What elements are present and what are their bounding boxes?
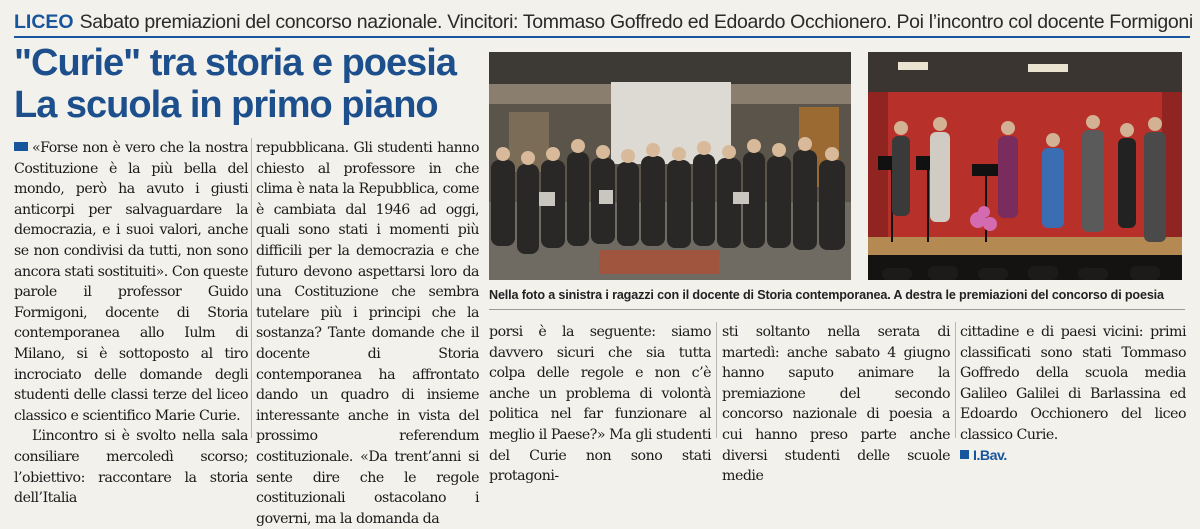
photo-poetry-awards bbox=[868, 52, 1182, 280]
photo-students bbox=[489, 52, 851, 280]
byline bbox=[960, 446, 1186, 467]
article-column-3 bbox=[489, 322, 711, 485]
article-column-5 bbox=[960, 322, 1186, 464]
column-divider bbox=[251, 138, 252, 438]
article-text: «Forse non è vero che la nostra Costituzione è la più bella del mondo, però ha avuto i giusti anticorpi per salvaguardare la democrazia, e i suoi valori, anche se non condivisi da tutti, non sono ancora stati sostituiti». Con queste parole il professor Guido Formigoni, docente di Storia contemporanea allo Iulm di Milano, si è sottoposto al tiro incrociato delle domande degli studenti delle classi terze del liceo classico e scientifico Marie Curie. bbox=[14, 140, 248, 424]
photo-caption: Nella foto a sinistra i ragazzi con il docente di Storia contemporanea. A destra le premiazioni del concorso di poesia bbox=[489, 288, 1164, 302]
article-paragraph bbox=[14, 138, 248, 426]
lead-square-icon bbox=[14, 142, 28, 151]
kicker-line bbox=[14, 8, 1193, 38]
headline bbox=[14, 42, 484, 126]
headline-line-1: "Curie" tra storia e poesia bbox=[14, 42, 456, 84]
headline-line-2: La scuola in primo piano bbox=[14, 84, 438, 126]
article-column-2 bbox=[256, 138, 479, 527]
caption-rule bbox=[489, 309, 1185, 310]
kicker-rule bbox=[14, 36, 1190, 38]
article-paragraph: cittadine e di paesi vicini: primi classificati sono stati Tommaso Goffredo della scuola media Galileo Galilei di Barlassina ed Edoardo Occhionero del liceo classico Curie. bbox=[960, 324, 1186, 443]
column-divider bbox=[955, 322, 956, 438]
article-paragraph: repubblicana. Gli studenti hanno chiesto al professore in che clima è nata la Repubblica, come è cambiata dal 1946 ad oggi, quali sono stati i momenti più difficili per la democrazia e che futuro devono aspettarsi loro da una Costituzione che sembra tutelare più i principi che la sostanza? Tante domande che il docente di Storia contemporanea ha affrontato dando un quadro di insieme interessante anche in vista del prossimo referendum costituzionale. «Da trent’anni si sente dire che le regole costituzionali ostacolano i governi, ma la domanda da bbox=[256, 140, 479, 527]
article-paragraph: L’incontro si è svolto nella sala consiliare mercoledì scorso; l’obiettivo: raccontare la storia dell’Italia bbox=[14, 428, 248, 507]
column-divider bbox=[716, 322, 717, 438]
article-paragraph: porsi è la seguente: siamo davvero sicuri che sia tutta colpa delle regole e non c’è anche un problema di volontà politica nel far funzionare al meglio il Paese?» Ma gli studenti del Curie non sono stati protagoni- bbox=[489, 324, 711, 485]
byline-square-icon bbox=[960, 450, 969, 459]
byline-text: I.Bav. bbox=[973, 447, 1007, 464]
kicker-text: Sabato premiazioni del concorso nazionale. Vincitori: Tommaso Goffredo ed Edoardo Occhionero. Poi l’incontro col docente Formigoni bbox=[79, 11, 1193, 33]
article-paragraph: sti soltanto nella serata di martedì: anche sabato 4 giugno hanno saputo animare la premiazione del secondo concorso nazionale di poesia a cui hanno preso parte anche diversi studenti delle scuole medie bbox=[722, 324, 950, 485]
article-column-1 bbox=[14, 138, 248, 507]
section-tag: LICEO bbox=[14, 11, 74, 33]
article-column-4 bbox=[722, 322, 950, 485]
